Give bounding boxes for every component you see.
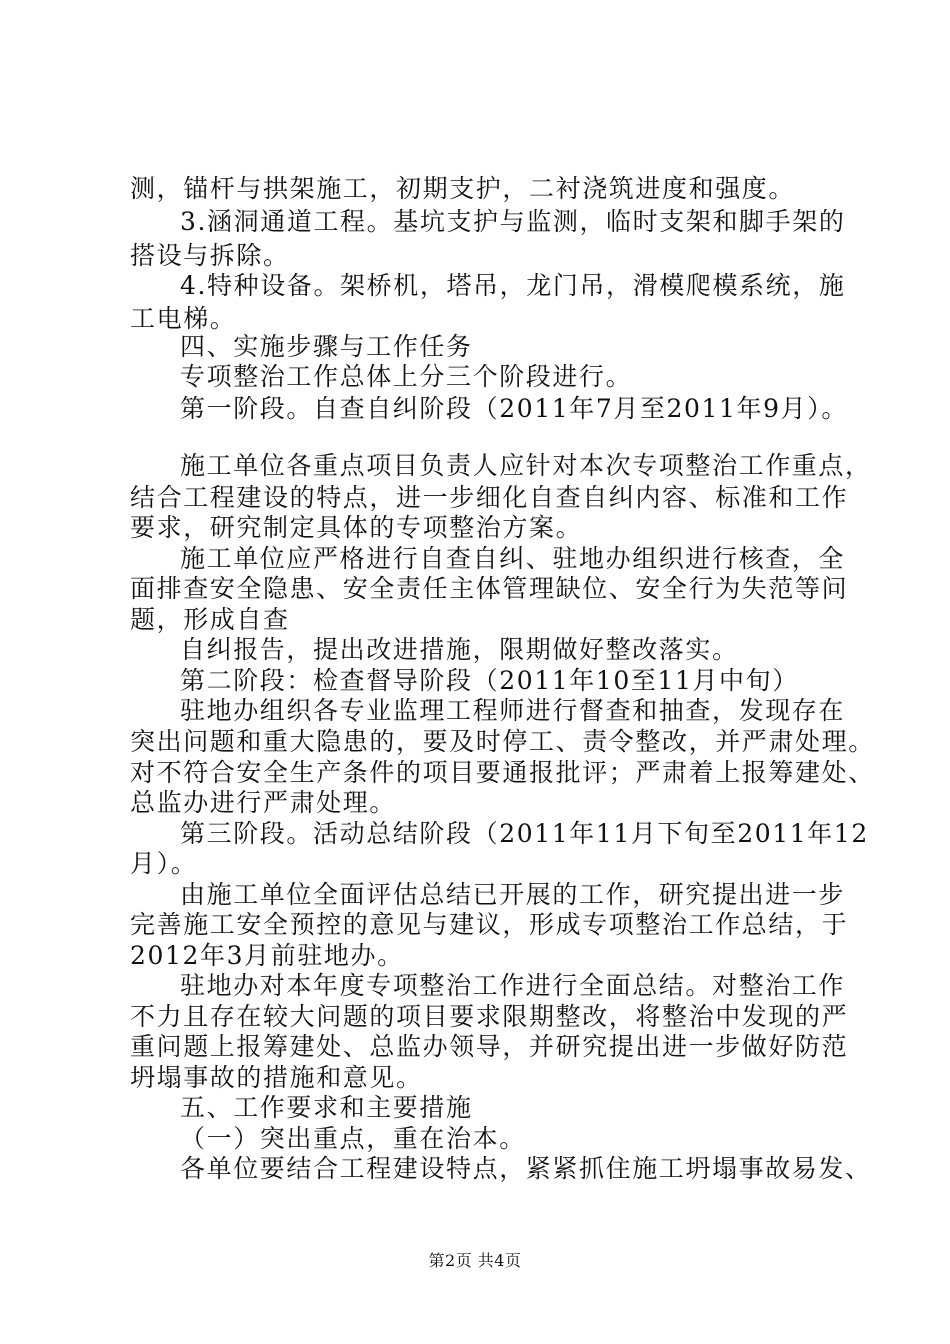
section-heading: 四、实施步骤与工作任务 — [180, 332, 473, 361]
text-line: 由施工单位全面评估总结已开展的工作，研究提出进一步 — [180, 880, 846, 909]
page-footer: 第2页 共4页 — [428, 1251, 522, 1270]
section-heading: 五、工作要求和主要措施 — [180, 1093, 473, 1122]
text-line: 第二阶段：检查督导阶段（2011年10至11月中旬） — [180, 666, 799, 695]
text-line: 搭设与拆除。 — [130, 241, 290, 270]
text-line: 驻地办组织各专业监理工程师进行督查和抽查，发现存在 — [180, 696, 846, 725]
text-line: 重问题上报筹建处、总监办领导，并研究提出进一步做好防范 — [130, 1032, 849, 1061]
text-line: 坍塌事故的措施和意见。 — [130, 1063, 423, 1092]
text-line: 第一阶段。自查自纠阶段（2011年7月至2011年9月）。 — [180, 394, 848, 423]
text-line: 3.涵洞通道工程。基坑支护与监测，临时支架和脚手架的 — [180, 207, 846, 236]
text-line: 测，锚杆与拱架施工，初期支护，二衬浇筑进度和强度。 — [130, 174, 796, 203]
text-line: 驻地办对本年度专项整治工作进行全面总结。对整治工作 — [180, 971, 846, 1000]
text-line: 不力且存在较大问题的项目要求限期整改，将整治中发现的严 — [130, 1002, 849, 1031]
text-line: 结合工程建设的特点，进一步细化自查自纠内容、标准和工作 — [130, 483, 849, 512]
text-line: 题，形成自查 — [130, 605, 290, 634]
subsection-heading: （一）突出重点，重在治本。 — [180, 1124, 526, 1153]
text-line: 总监办进行严肃处理。 — [130, 788, 397, 817]
text-line: 施工单位各重点项目负责人应针对本次专项整治工作重点， — [180, 451, 872, 480]
text-line: 突出问题和重大隐患的，要及时停工、责令整改，并严肃处理。 — [130, 727, 875, 756]
text-line: 对不符合安全生产条件的项目要通报批评；严肃着上报筹建处、 — [130, 758, 875, 787]
text-line: 面排查安全隐患、安全责任主体管理缺位、安全行为失范等问 — [130, 574, 849, 603]
text-line: 施工单位应严格进行自查自纠、驻地办组织进行核查，全 — [180, 544, 846, 573]
text-line: 完善施工安全预控的意见与建议，形成专项整治工作总结，于 — [130, 910, 849, 939]
text-line: 要求，研究制定具体的专项整治方案。 — [130, 513, 583, 542]
text-line: 2012年3月前驻地办。 — [130, 941, 404, 970]
text-line: 第三阶段。活动总结阶段（2011年11月下旬至2011年12 — [180, 819, 869, 848]
text-line: 各单位要结合工程建设特点，紧紧抓住施工坍塌事故易发、 — [180, 1154, 872, 1183]
text-line: 工电梯。 — [130, 304, 237, 333]
text-line: 专项整治工作总体上分三个阶段进行。 — [180, 362, 633, 391]
text-line: 自纠报告，提出改进措施，限期做好整改落实。 — [180, 635, 739, 664]
text-line: 月）。 — [130, 849, 198, 878]
text-line: 4.特种设备。架桥机，塔吊，龙门吊，滑模爬模系统，施 — [180, 271, 846, 300]
